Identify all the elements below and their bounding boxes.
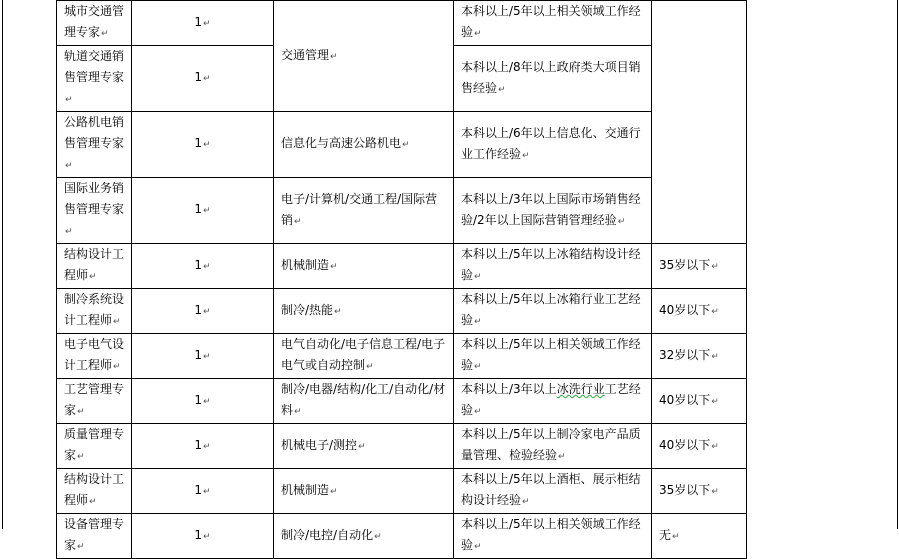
count-cell: 1↵ (132, 514, 274, 559)
left-outer-border (2, 0, 3, 529)
table-row (57, 379, 747, 424)
spellcheck-underlined-text: 冰洗行业 (556, 382, 605, 396)
age-cell: 35岁以下↵ (652, 469, 747, 514)
position-cell: 结构设计工程师↵ (57, 244, 132, 289)
count-cell: 1↵ (132, 1, 274, 46)
table-row (57, 424, 747, 469)
position-cell: 结构设计工程师↵ (57, 469, 132, 514)
major-cell: 交通管理↵ (274, 1, 454, 112)
age-cell: 无↵ (652, 514, 747, 559)
right-outer-border (897, 0, 898, 529)
age-cell: 35岁以下↵ (652, 244, 747, 289)
major-cell: 机械电子/测控↵ (274, 424, 454, 469)
experience-cell: 本科以上/3年以上冰洗行业工艺经验↵ (454, 379, 652, 424)
count-cell: 1↵ (132, 469, 274, 514)
major-cell: 信息化与高速公路机电↵ (274, 112, 454, 178)
position-cell: 轨道交通销售管理专家↵ (57, 46, 132, 112)
major-cell: 电气自动化/电子信息工程/电子电气或自动控制↵ (274, 334, 454, 379)
position-cell: 质量管理专家↵ (57, 424, 132, 469)
position-cell: 城市交通管理专家↵ (57, 1, 132, 46)
age-cell (652, 1, 747, 244)
age-cell: 40岁以下↵ (652, 379, 747, 424)
count-cell: 1↵ (132, 379, 274, 424)
table-row (57, 514, 747, 559)
position-cell: 制冷系统设计工程师↵ (57, 289, 132, 334)
count-cell: 1↵ (132, 244, 274, 289)
count-cell: 1↵ (132, 112, 274, 178)
age-cell: 40岁以下↵ (652, 424, 747, 469)
experience-cell: 本科以上/3年以上国际市场销售经验/2年以上国际营销管理经验↵ (454, 178, 652, 244)
position-cell: 公路机电销售管理专家↵ (57, 112, 132, 178)
count-cell: 1↵ (132, 289, 274, 334)
experience-cell: 本科以上/5年以上酒柜、展示柜结构设计经验↵ (454, 469, 652, 514)
table-row (57, 289, 747, 334)
position-cell: 工艺管理专家↵ (57, 379, 132, 424)
experience-cell: 本科以上/5年以上相关领域工作经验↵ (454, 1, 652, 46)
age-cell: 32岁以下↵ (652, 334, 747, 379)
major-cell: 制冷/热能↵ (274, 289, 454, 334)
experience-cell: 本科以上/8年以上政府类大项目销售经验↵ (454, 46, 652, 112)
experience-cell: 本科以上/5年以上制冷家电产品质量管理、检验经验↵ (454, 424, 652, 469)
major-cell: 制冷/电器/结构/化工/自动化/材料↵ (274, 379, 454, 424)
age-cell: 40岁以下↵ (652, 289, 747, 334)
recruitment-table (56, 0, 747, 559)
table-row (57, 112, 747, 178)
major-cell: 电子/计算机/交通工程/国际营销↵ (274, 178, 454, 244)
count-cell: 1↵ (132, 178, 274, 244)
table-row (57, 1, 747, 46)
count-cell: 1↵ (132, 424, 274, 469)
table-row (57, 334, 747, 379)
position-cell: 国际业务销售管理专家↵ (57, 178, 132, 244)
count-cell: 1↵ (132, 334, 274, 379)
experience-cell: 本科以上/5年以上相关领域工作经验↵ (454, 334, 652, 379)
major-cell: 机械制造↵ (274, 469, 454, 514)
table-row (57, 178, 747, 244)
experience-cell: 本科以上/5年以上冰箱结构设计经验↵ (454, 244, 652, 289)
position-cell: 电子电气设计工程师↵ (57, 334, 132, 379)
experience-cell: 本科以上/5年以上冰箱行业工艺经验↵ (454, 289, 652, 334)
position-cell: 设备管理专家↵ (57, 514, 132, 559)
table-row (57, 469, 747, 514)
experience-cell: 本科以上/5年以上相关领域工作经验↵ (454, 514, 652, 559)
major-cell: 机械制造↵ (274, 244, 454, 289)
count-cell: 1↵ (132, 46, 274, 112)
table-row (57, 244, 747, 289)
experience-cell: 本科以上/6年以上信息化、交通行业工作经验↵ (454, 112, 652, 178)
major-cell: 制冷/电控/自动化↵ (274, 514, 454, 559)
